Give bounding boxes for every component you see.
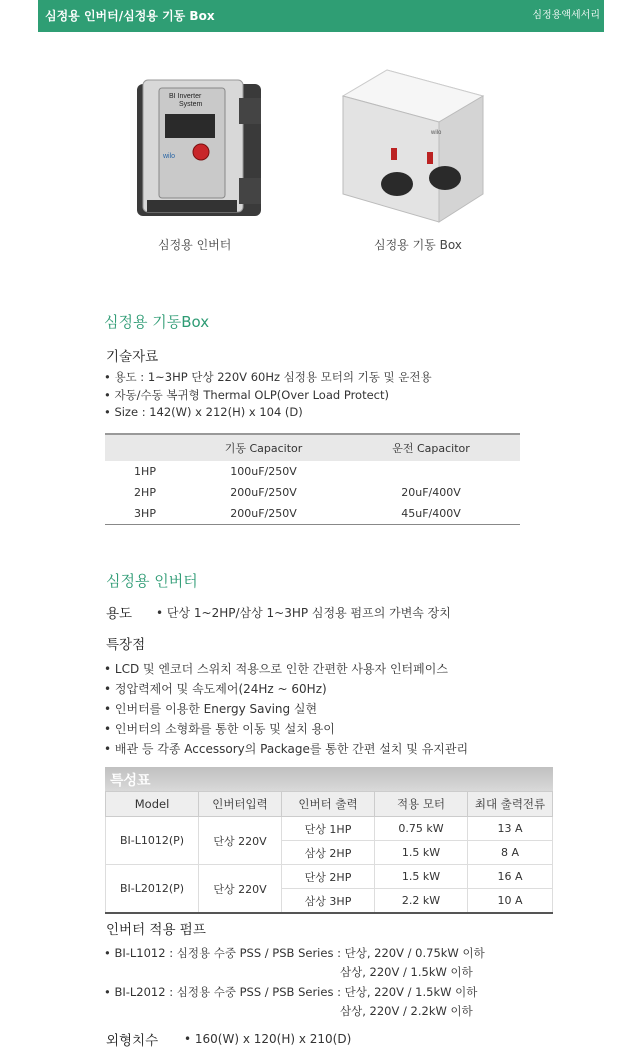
- features-label: 특장점: [106, 637, 146, 653]
- pump-line: 삼상, 220V / 2.2kW 이하: [340, 1004, 473, 1018]
- table-cell: 45uF/400V: [342, 503, 520, 525]
- table-row: [106, 817, 553, 841]
- pump-line: • BI-L2012 : 심정용 수중 PSS / PSB Series : 단상, 220V / 1.5kW 이하: [104, 985, 478, 999]
- table-cell: 2.2 kW: [375, 889, 468, 914]
- model-cell: BI-L2012(P): [106, 865, 199, 914]
- table-header: [105, 434, 185, 461]
- box-section-title: 심정용 기동Box: [104, 313, 210, 331]
- table-cell: 0.75 kW: [375, 817, 468, 841]
- table-cell: 단상 1HP: [282, 817, 375, 841]
- table-cell: 삼상 2HP: [282, 841, 375, 865]
- model-cell: BI-L1012(P): [106, 817, 199, 865]
- table-cell: 2HP: [134, 486, 156, 499]
- table-header: 적용 모터: [375, 792, 468, 817]
- wilo-logo-2: wilo: [431, 130, 442, 136]
- spec-table-title: 특성표: [110, 773, 151, 789]
- table-header: 운전 Capacitor: [342, 434, 520, 461]
- wilo-logo-1: wilo: [163, 153, 176, 160]
- feature-item: • LCD 및 엔코더 스위치 적용으로 인한 간편한 사용자 인터페이스: [104, 662, 448, 676]
- table-cell: 200uF/250V: [230, 486, 297, 499]
- usage-text: • 단상 1~2HP/삼상 1~3HP 심정용 펌프의 가변속 장치: [156, 606, 451, 620]
- table-cell: 8 A: [468, 841, 553, 865]
- starter-box-caption: 심정용 기동 Box: [374, 238, 462, 252]
- input-cell: 단상 220V: [199, 817, 282, 865]
- table-cell: 3HP: [105, 503, 185, 525]
- category-label: 심정용액세서리: [532, 10, 600, 21]
- box-spec-line: • Size : 142(W) x 212(H) x 104 (D): [104, 405, 303, 419]
- panel-text-2: System: [179, 101, 203, 108]
- table-row: [105, 482, 520, 503]
- table-row: [105, 503, 520, 525]
- dimension-text: • 160(W) x 120(H) x 210(D): [184, 1032, 352, 1046]
- table-header-row: [105, 434, 520, 461]
- table-cell: 16 A: [468, 865, 553, 889]
- table-row: [106, 865, 553, 889]
- panel-text-1: BI Inverter: [169, 93, 202, 100]
- inverter-caption: 심정용 인버터: [158, 238, 232, 252]
- feature-item: • 인버터를 이용한 Energy Saving 실현: [104, 702, 318, 716]
- table-cell: 1.5 kW: [375, 865, 468, 889]
- pump-line: 삼상, 220V / 1.5kW 이하: [340, 965, 473, 979]
- starter-box-photo: [335, 66, 485, 226]
- table-cell: 20uF/400V: [401, 486, 461, 499]
- table-row: [105, 461, 520, 482]
- usage-label: 용도: [106, 606, 133, 622]
- spec-table-title-bar: [105, 767, 553, 791]
- pump-line: • BI-L1012 : 심정용 수중 PSS / PSB Series : 단상, 220V / 0.75kW 이하: [104, 946, 485, 960]
- table-cell: 13 A: [468, 817, 553, 841]
- capacitor-table: [105, 433, 520, 525]
- table-header: Model: [106, 792, 199, 817]
- table-header: 최대 출력전류: [468, 792, 553, 817]
- box-spec-line: • 자동/수동 복귀형 Thermal OLP(Over Load Protect): [104, 388, 389, 402]
- box-spec-line: • 용도 : 1~3HP 단상 220V 60Hz 심정용 모터의 기동 및 운전용: [104, 370, 432, 384]
- feature-item: • 배관 등 각종 Accessory의 Package를 통한 간편 설치 및 유지관리: [104, 742, 469, 756]
- table-cell: [342, 461, 520, 482]
- table-header: 인버터 출력: [282, 792, 375, 817]
- pumps-label: 인버터 적용 펌프: [106, 922, 206, 938]
- header-bar: [38, 0, 604, 32]
- inverter-spec-table: [105, 791, 553, 914]
- table-header: 인버터입력: [199, 792, 282, 817]
- inverter-photo: [135, 78, 265, 218]
- feature-item: • 정압력제어 및 속도제어(24Hz ~ 60Hz): [104, 682, 327, 696]
- table-cell: 1HP: [134, 465, 156, 478]
- input-cell: 단상 220V: [199, 865, 282, 914]
- dimension-label: 외형치수: [106, 1033, 159, 1049]
- table-header: 기동 Capacitor: [185, 434, 342, 461]
- box-spec-heading: 기술자료: [106, 349, 159, 365]
- table-cell: 100uF/250V: [230, 465, 297, 478]
- table-cell: 단상 2HP: [282, 865, 375, 889]
- table-cell: 1.5 kW: [375, 841, 468, 865]
- feature-item: • 인버터의 소형화를 통한 이동 및 설치 용이: [104, 722, 335, 736]
- inverter-section-title: 심정용 인버터: [106, 572, 198, 590]
- table-cell: 200uF/250V: [185, 503, 342, 525]
- table-cell: 10 A: [468, 889, 553, 914]
- page-title: 심정용 인버터/심정용 기동 Box: [45, 9, 215, 23]
- table-cell: 삼상 3HP: [282, 889, 375, 914]
- table-header-row: [106, 792, 553, 817]
